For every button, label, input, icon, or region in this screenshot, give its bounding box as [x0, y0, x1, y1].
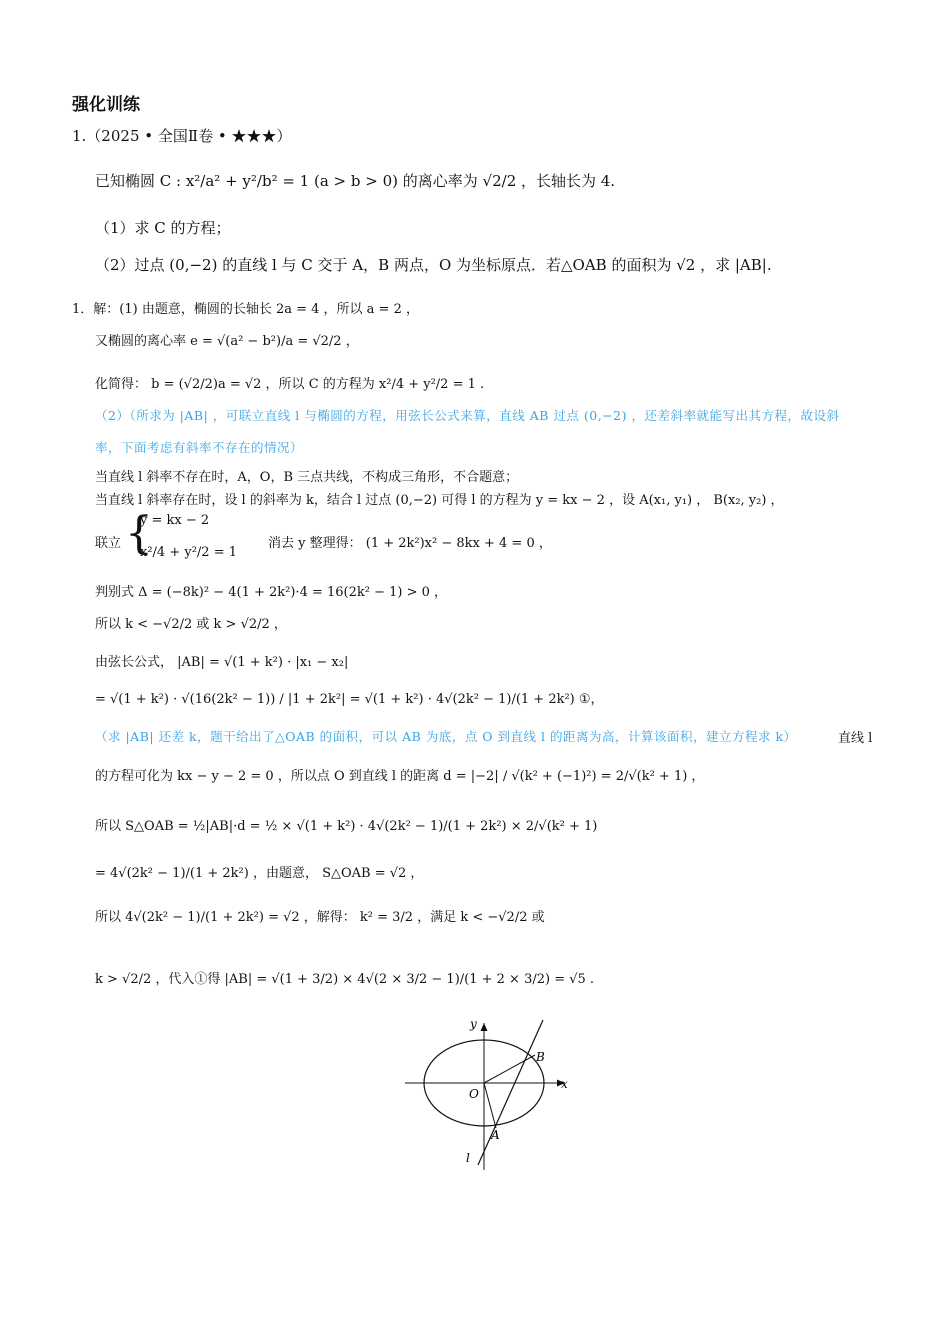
hint-line-2: 率，下面考虑有斜率不存在的情况）	[95, 440, 304, 455]
problem-part2: （2）过点 (0,−2) 的直线 l 与 C 交于 A，B 两点，O 为坐标原点．若△OAB 的面积为 √2 ，求 |AB|.	[95, 256, 772, 274]
solution-line-9: 判别式 Δ = (−8k)² − 4(1 + 2k²)·4 = 16(2k² − 1) > 0 ，	[95, 585, 448, 600]
solution-line-2: 又椭圆的离心率 e = √(a² − b²)/a = √2/2 ，	[95, 334, 359, 349]
solution-line-18: k > √2/2 ，代入①得 |AB| = √(1 + 3/2) × 4√(2 × 3/2 − 1)/(1 + 2 × 3/2) = √5 .	[95, 972, 595, 987]
problem-part1: （1）求 C 的方程；	[95, 219, 231, 237]
label-b: B	[536, 1050, 545, 1064]
label-x: x	[561, 1077, 568, 1091]
label-o: O	[469, 1087, 479, 1101]
segment-ob	[484, 1055, 535, 1083]
solution-line-13-tail: 直线 l	[838, 731, 873, 746]
solution-line-12: = √(1 + k²) · √(16(2k² − 1)) / |1 + 2k²| = √(1 + k²) · 4√(2k² − 1)/(1 + 2k²) ①，	[95, 692, 604, 707]
solution-line-1: 1．解：(1) 由题意，椭圆的长轴长 2a = 4 ，所以 a = 2 ，	[72, 302, 419, 317]
system-eq-2: x²/4 + y²/2 = 1	[140, 545, 237, 560]
system-result: 消去 y 整理得： (1 + 2k²)x² − 8kx + 4 = 0 ，	[268, 536, 552, 551]
solution-line-15: 所以 S△OAB = ½|AB|·d = ½ × √(1 + k²) · 4√(2k² − 1)/(1 + 2k²) × 2/√(k² + 1)	[95, 819, 598, 834]
hint-line-1: （2）（所求为 |AB| ，可联立直线 l 与椭圆的方程，用弦长公式来算，直线 AB 过点 (0,−2) ，还差斜率就能写出其方程，故设斜	[95, 408, 840, 423]
label-a: A	[491, 1128, 500, 1142]
system-label: 联立	[95, 536, 122, 551]
solution-line-16: = 4√(2k² − 1)/(1 + 2k²) ，由题意， S△OAB = √2 ，	[95, 866, 424, 881]
y-axis-arrow	[481, 1023, 488, 1031]
problem-statement: 已知椭圆 C : x²/a² + y²/b² = 1 (a > b > 0) 的离心率为 √2/2 ，长轴长为 4.	[95, 172, 616, 190]
system-eq-1: y = kx − 2	[140, 513, 210, 528]
label-y: y	[470, 1017, 477, 1031]
problem-header: 1.（2025 • 全国Ⅱ卷 • ★★★）	[72, 127, 292, 145]
solution-line-10: 所以 k < −√2/2 或 k > √2/2 ，	[95, 617, 287, 632]
solution-line-11: 由弦长公式， |AB| = √(1 + k²) · |x₁ − x₂|	[95, 655, 349, 670]
label-l: l	[466, 1151, 470, 1165]
system-brace: {	[125, 508, 153, 559]
segment-oa	[484, 1083, 496, 1128]
ellipse-diagram	[400, 1015, 580, 1175]
solution-line-7: 当直线 l 斜率存在时，设 l 的斜率为 k，结合 l 过点 (0,−2) 可得 l 的方程为 y = kx − 2 ，设 A(x₁, y₁) ， B(x₂, y₂) ，	[95, 493, 784, 508]
line-l	[478, 1020, 543, 1165]
solution-line-3: 化简得： b = (√2/2)a = √2 ，所以 C 的方程为 x²/4 + y²/2 = 1 .	[95, 377, 485, 392]
hint-line-3: （求 |AB| 还差 k，题干给出了△OAB 的面积，可以 AB 为底，点 O 到直线 l 的距离为高，计算该面积，建立方程求 k）	[95, 729, 797, 744]
solution-line-14: 的方程可化为 kx − y − 2 = 0 ，所以点 O 到直线 l 的距离 d = |−2| / √(k² + (−1)²) = 2/√(k² + 1) ，	[95, 769, 705, 784]
solution-line-6: 当直线 l 斜率不存在时，A，O，B 三点共线，不构成三角形，不合题意；	[95, 470, 519, 485]
solution-line-17: 所以 4√(2k² − 1)/(1 + 2k²) = √2 ，解得： k² = 3/2 ，满足 k < −√2/2 或	[95, 910, 545, 925]
section-title: 强化训练	[72, 95, 140, 115]
